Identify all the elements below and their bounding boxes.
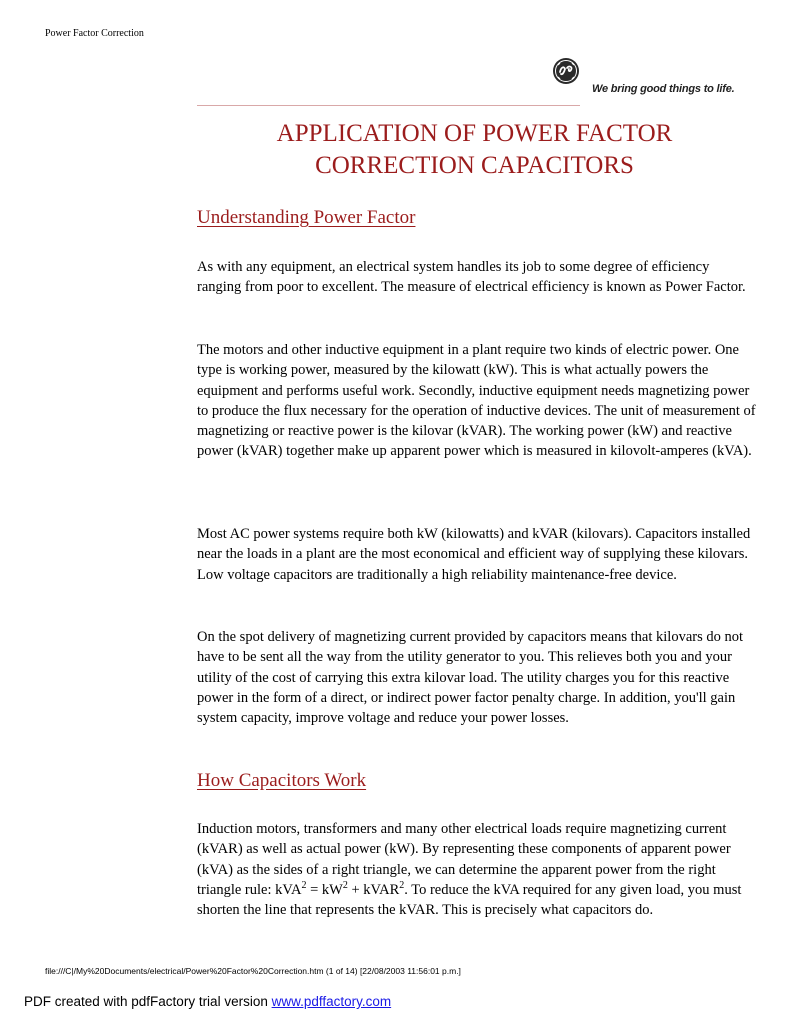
pdf-banner-text: PDF created with pdfFactory trial version xyxy=(24,994,272,1009)
title-line-2: CORRECTION CAPACITORS xyxy=(315,152,634,179)
page-header-title: Power Factor Correction xyxy=(45,28,144,39)
superscript-kvar: 2 xyxy=(399,880,405,892)
superscript-kw: 2 xyxy=(342,880,348,892)
paragraph-3: Most AC power systems require both kW (kilowatts) and kVAR (kilovars). Capacitors installed near the loads in a plant are the most economical and efficient way of supplying these kilovars. Low voltage capacitors are traditionally a high reliability maintenance-free device. xyxy=(197,526,751,583)
equation-equals-kw: = kW xyxy=(306,881,343,898)
paragraph-4: On the spot delivery of magnetizing current provided by capacitors means that kilovars do not have to be sent all the way from the utility generator to you. This relieves both you and your utility of the cost of carrying this extra kilovar load. The utility charges you for this reactive power in the form of a direct, or indirect power factor penalty charge. In addition, you'll gain system capacity, improve voltage and reduce your power losses. xyxy=(197,629,744,727)
paragraph-5-text-a: Induction motors, transformers and many other electrical loads require magnetizing current (kVAR) as well as actual power (kW). By representing these components of apparent power (kVA) as the sides of a right triangle, we can determine the apparent power from the right triangle rule: kVA xyxy=(197,821,731,898)
ge-tagline: We bring good things to life. xyxy=(592,83,735,95)
document-title xyxy=(197,118,752,182)
heading-how-capacitors-work: How Capacitors Work xyxy=(197,770,367,791)
paragraph-2: The motors and other inductive equipment in a plant require two kinds of electric power. One type is working power, measured by the kilowatt (kW). This is what actually powers the equipment and performs useful work. Secondly, inductive equipment needs magnetizing power to produce the flux necessary for the operation of inductive devices. The unit of measurement of magnetizing or reactive power is the kilovar (kVAR). The working power (kW) and reactive power (kVAR) together make up apparent power which is measured in kilovolt-amperes (kVA). xyxy=(197,342,756,460)
superscript-kva: 2 xyxy=(301,880,307,892)
equation-plus-kvar: + kVAR xyxy=(347,881,400,898)
ge-logo-icon xyxy=(552,57,580,85)
pdffactory-link[interactable]: www.pdffactory.com xyxy=(271,994,392,1009)
paragraph-1: As with any equipment, an electrical system handles its job to some degree of efficiency ranging from poor to excellent. The measure of electrical efficiency is known as Power Factor. xyxy=(197,259,746,296)
paragraph-5-text-b: . To reduce the kVA required for any given load, you must shorten the line that represents the kVAR. This is precisely what capacitors do. xyxy=(197,881,742,919)
paragraph-5 xyxy=(197,819,757,920)
title-line-1: APPLICATION OF POWER FACTOR xyxy=(276,120,673,147)
heading-understanding-power-factor: Understanding Power Factor xyxy=(197,207,416,228)
pdf-banner xyxy=(24,994,391,1009)
header-divider xyxy=(197,105,580,106)
footer-file-path: file:///C|/My%20Documents/electrical/Power%20Factor%20Correction.htm (1 of 14) [22/08/2003 11:56:01 p.m.] xyxy=(45,966,461,976)
